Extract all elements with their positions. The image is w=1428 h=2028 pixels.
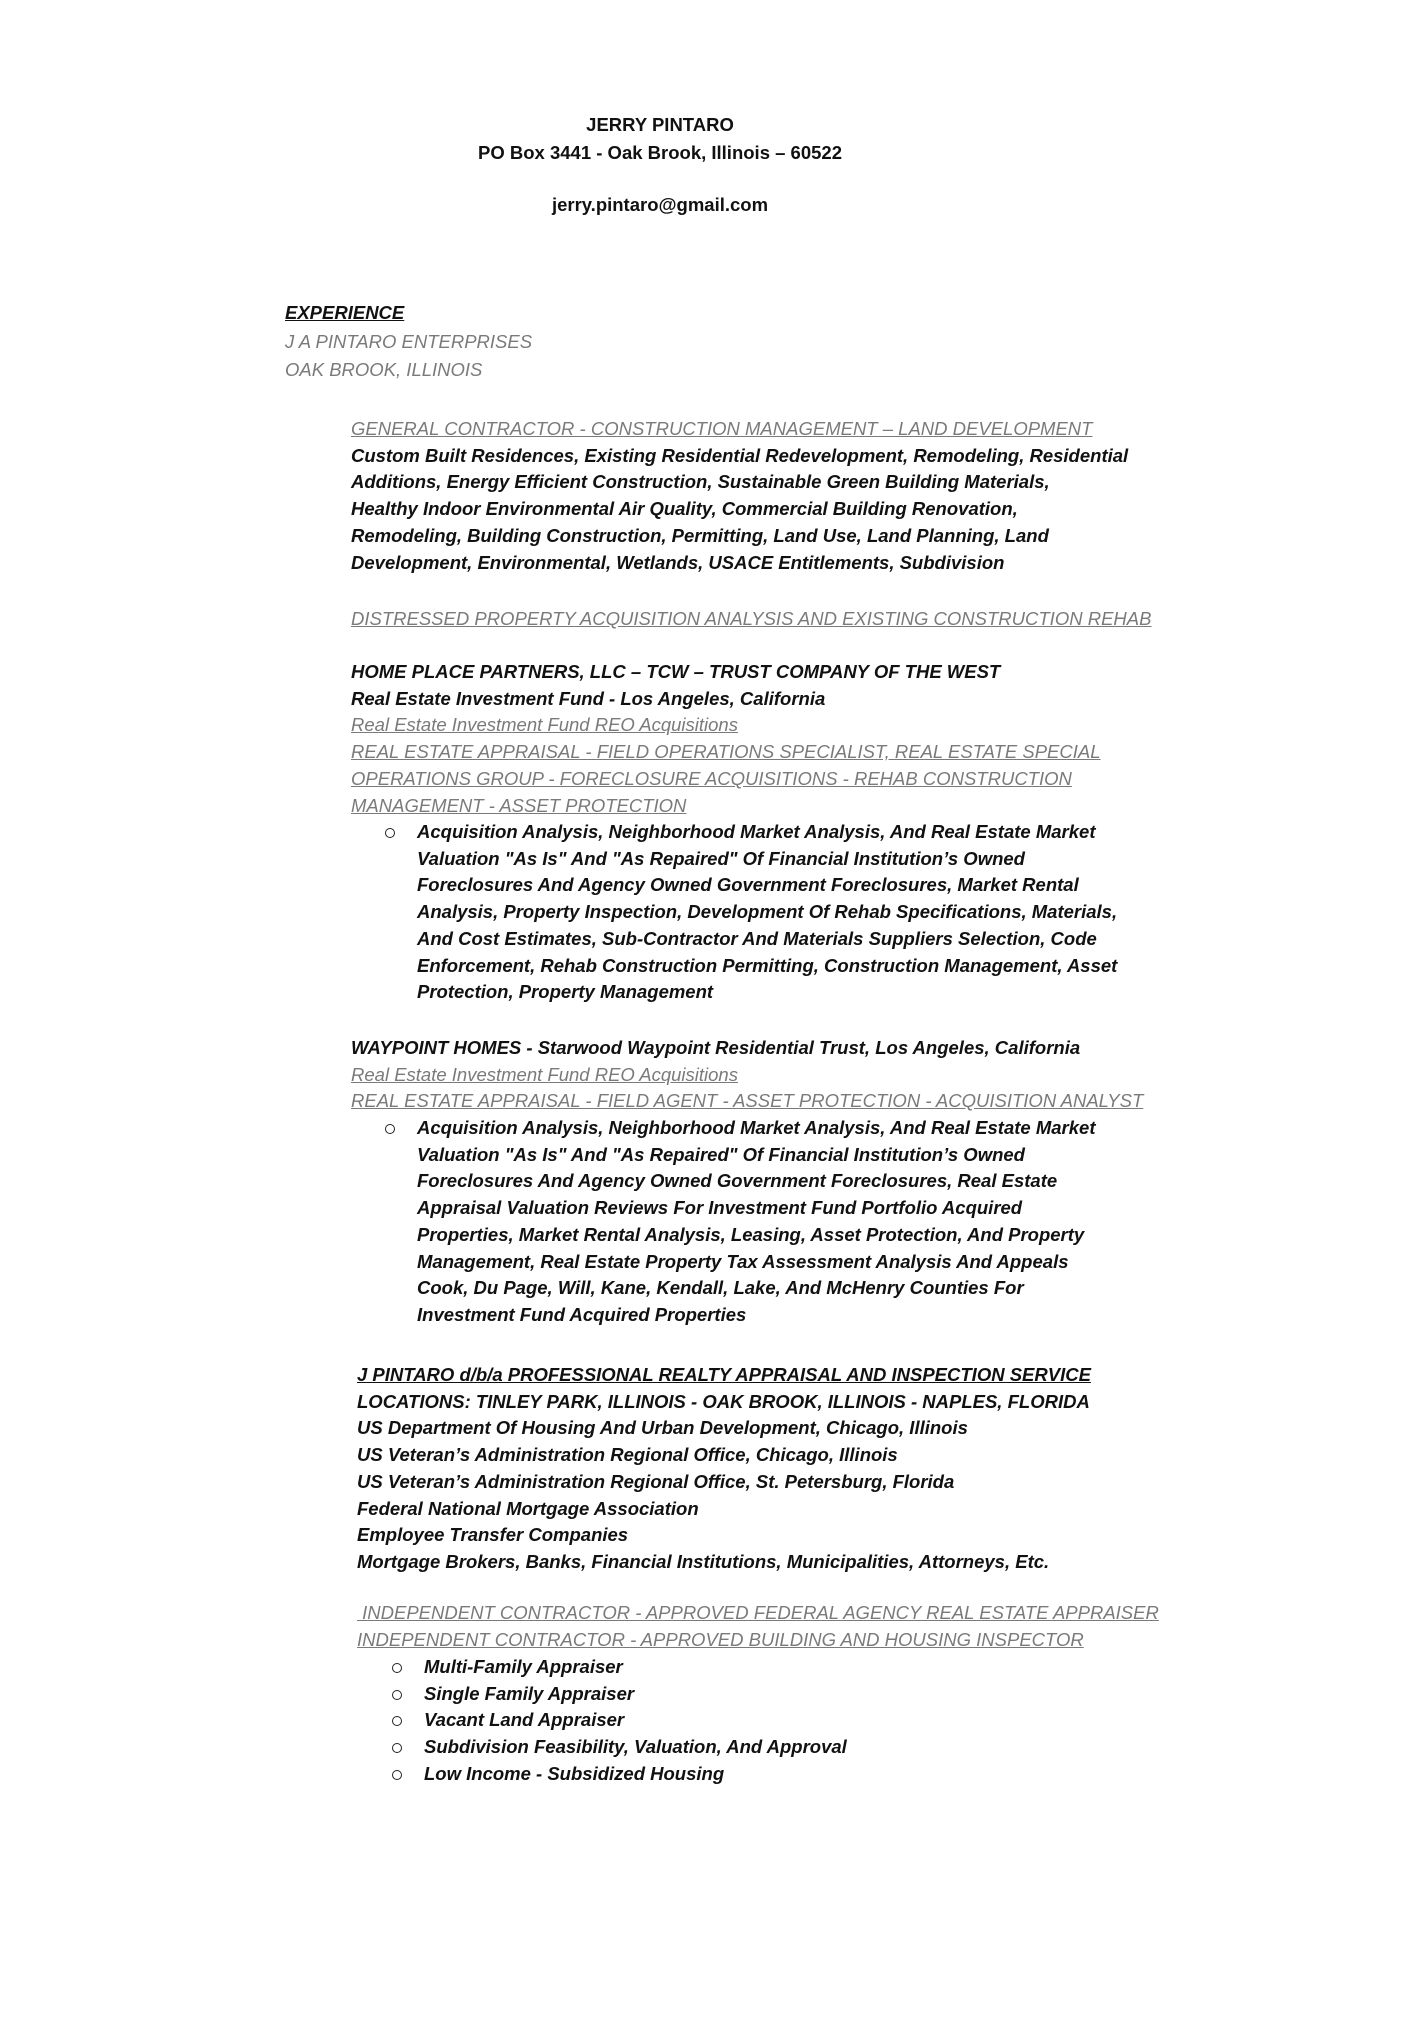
experience-section — [285, 300, 532, 384]
bullet-line: Analysis, Property Inspection, Development Of Rehab Specifications, Materials, — [417, 901, 1118, 923]
company-name: J A PINTARO ENTERPRISES — [285, 330, 533, 352]
list-item — [424, 1654, 847, 1681]
jpintaro-line: Employee Transfer Companies — [357, 1524, 629, 1546]
jpintaro-line: US Veteran’s Administration Regional Office, Chicago, Illinois — [357, 1444, 898, 1466]
hollow-bullet-icon — [392, 1770, 402, 1780]
bullet-text: Low Income - Subsidized Housing — [424, 1762, 725, 1784]
general-contractor-section — [351, 416, 1128, 576]
bullet-line: Acquisition Analysis, Neighborhood Market Analysis, And Real Estate Market — [417, 821, 1096, 842]
distressed-section — [351, 606, 1151, 633]
bullet-line: Protection, Property Management — [417, 981, 714, 1003]
bullet-text: Subdivision Feasibility, Valuation, And Approval — [424, 1736, 847, 1758]
gc-line: Remodeling, Building Construction, Permitting, Land Use, Land Planning, Land — [351, 524, 1049, 546]
list-item — [424, 1734, 847, 1761]
hpp-bullet-list — [417, 819, 1117, 1006]
experience-heading: EXPERIENCE — [285, 302, 405, 323]
bullet-line: Valuation "As Is" And "As Repaired" Of Financial Institution’s Owned — [417, 1143, 1025, 1165]
jpintaro-line: Federal National Mortgage Association — [357, 1497, 699, 1519]
jpintaro-line: US Veteran’s Administration Regional Office, St. Petersburg, Florida — [357, 1470, 955, 1492]
hpp-reo: Real Estate Investment Fund REO Acquisitions — [351, 714, 738, 736]
waypoint-bullet-list — [417, 1115, 1095, 1329]
contractor-line: INDEPENDENT CONTRACTOR - APPROVED FEDERAL AGENCY REAL ESTATE APPRAISER — [357, 1602, 1159, 1623]
waypoint-section — [351, 1035, 1143, 1115]
bullet-text: Single Family Appraiser — [424, 1682, 635, 1704]
appraiser-bullet-list — [424, 1654, 847, 1788]
list-item — [424, 1681, 847, 1708]
resume-email: jerry.pintaro@gmail.com — [551, 194, 769, 215]
hpp-section — [351, 659, 1101, 819]
bullet-line: Enforcement, Rehab Construction Permitting, Construction Management, Asset — [417, 954, 1118, 976]
list-item — [424, 1761, 847, 1788]
hpp-role-line: REAL ESTATE APPRAISAL - FIELD OPERATIONS SPECIALIST, REAL ESTATE SPECIAL — [351, 741, 1101, 763]
gc-line: Development, Environmental, Wetlands, USACE Entitlements, Subdivision — [351, 551, 1005, 573]
bullet-line: Investment Fund Acquired Properties — [417, 1303, 747, 1325]
bullet-text: Multi-Family Appraiser — [424, 1656, 623, 1677]
jpintaro-line: LOCATIONS: TINLEY PARK, ILLINOIS - OAK BROOK, ILLINOIS - NAPLES, FLORIDA — [357, 1390, 1090, 1412]
hollow-bullet-icon — [392, 1663, 402, 1673]
bullet-line: Properties, Market Rental Analysis, Leasing, Asset Protection, And Property — [417, 1223, 1085, 1245]
waypoint-role: REAL ESTATE APPRAISAL - FIELD AGENT - ASSET PROTECTION - ACQUISITION ANALYST — [351, 1090, 1144, 1112]
resume-name: JERRY PINTARO — [586, 114, 734, 135]
gc-line: Custom Built Residences, Existing Residential Redevelopment, Remodeling, Residential — [351, 444, 1129, 466]
contractor-line: INDEPENDENT CONTRACTOR - APPROVED BUILDING AND HOUSING INSPECTOR — [357, 1628, 1084, 1650]
gc-line: Healthy Indoor Environmental Air Quality, Commercial Building Renovation, — [351, 498, 1018, 520]
bullet-line: And Cost Estimates, Sub-Contractor And Materials Suppliers Selection, Code — [417, 927, 1097, 949]
hollow-bullet-icon — [385, 1124, 395, 1134]
gc-title: GENERAL CONTRACTOR - CONSTRUCTION MANAGEMENT – LAND DEVELOPMENT — [351, 418, 1093, 439]
hpp-fund: Real Estate Investment Fund - Los Angeles, California — [351, 687, 826, 709]
resume-address: PO Box 3441 - Oak Brook, Illinois – 60522 — [478, 142, 842, 163]
hpp-company: HOME PLACE PARTNERS, LLC – TCW – TRUST COMPANY OF THE WEST — [351, 661, 1001, 682]
waypoint-reo: Real Estate Investment Fund REO Acquisitions — [351, 1063, 738, 1085]
bullet-line: Cook, Du Page, Will, Kane, Kendall, Lake, And McHenry Counties For — [417, 1277, 1024, 1299]
hpp-role-line: MANAGEMENT - ASSET PROTECTION — [351, 794, 687, 816]
hpp-role-line: OPERATIONS GROUP - FORECLOSURE ACQUISITIONS - REHAB CONSTRUCTION — [351, 767, 1072, 789]
contractor-section — [357, 1600, 1159, 1653]
jpintaro-section — [357, 1362, 1091, 1576]
bullet-line: Appraisal Valuation Reviews For Investment Fund Portfolio Acquired — [417, 1197, 1023, 1219]
bullet-line: Valuation "As Is" And "As Repaired" Of Financial Institution’s Owned — [417, 847, 1025, 869]
company-location: OAK BROOK, ILLINOIS — [285, 359, 483, 381]
list-item — [417, 819, 1117, 1006]
jpintaro-title: J PINTARO d/b/a PROFESSIONAL REALTY APPRAISAL AND INSPECTION SERVICE — [357, 1364, 1091, 1385]
list-item — [424, 1707, 847, 1734]
gc-line: Additions, Energy Efficient Construction, Sustainable Green Building Materials, — [351, 471, 1050, 493]
bullet-line: Foreclosures And Agency Owned Government Foreclosures, Market Rental — [417, 874, 1079, 896]
bullet-text: Vacant Land Appraiser — [424, 1709, 625, 1731]
bullet-line: Management, Real Estate Property Tax Assessment Analysis And Appeals — [417, 1250, 1069, 1272]
distressed-title: DISTRESSED PROPERTY ACQUISITION ANALYSIS AND EXISTING CONSTRUCTION REHAB — [351, 608, 1152, 629]
bullet-line: Foreclosures And Agency Owned Government Foreclosures, Real Estate — [417, 1170, 1058, 1192]
list-item — [417, 1115, 1095, 1329]
jpintaro-line: Mortgage Brokers, Banks, Financial Institutions, Municipalities, Attorneys, Etc. — [357, 1550, 1050, 1572]
bullet-line: Acquisition Analysis, Neighborhood Market Analysis, And Real Estate Market — [417, 1117, 1096, 1138]
hollow-bullet-icon — [392, 1716, 402, 1726]
hollow-bullet-icon — [385, 828, 395, 838]
hollow-bullet-icon — [392, 1743, 402, 1753]
waypoint-company: WAYPOINT HOMES - Starwood Waypoint Residential Trust, Los Angeles, California — [351, 1037, 1081, 1058]
hollow-bullet-icon — [392, 1690, 402, 1700]
jpintaro-line: US Department Of Housing And Urban Development, Chicago, Illinois — [357, 1417, 968, 1439]
